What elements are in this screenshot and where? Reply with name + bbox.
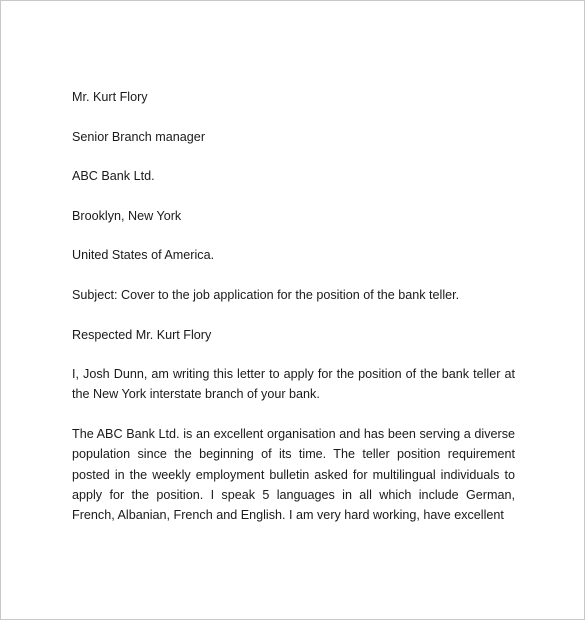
paragraph-body: The ABC Bank Ltd. is an excellent organisation and has been serving a diverse population since the beginning of its time. The teller position requirement posted in the weekly employment bulletin asked for multilingual individuals to apply for the position. I speak 5 languages in all which include German, French, Albanian, French and English. I am very hard working, have excellent <box>72 427 515 522</box>
salutation: Respected Mr. Kurt Flory <box>72 327 212 342</box>
country-line: United States of America. <box>72 248 215 263</box>
company-name: ABC Bank Ltd. <box>72 169 155 184</box>
paragraph-intro: I, Josh Dunn, am writing this letter to apply for the position of the bank teller at the New York interstate branch of your bank. <box>72 367 515 402</box>
recipient-title: Senior Branch manager <box>72 129 206 144</box>
letter-body <box>72 87 515 545</box>
city-line: Brooklyn, New York <box>72 208 182 223</box>
bottom-fade-overlay <box>1 539 585 620</box>
subject-line: Subject: Cover to the job application for the position of the bank teller. <box>72 287 460 302</box>
recipient-name: Mr. Kurt Flory <box>72 90 148 104</box>
